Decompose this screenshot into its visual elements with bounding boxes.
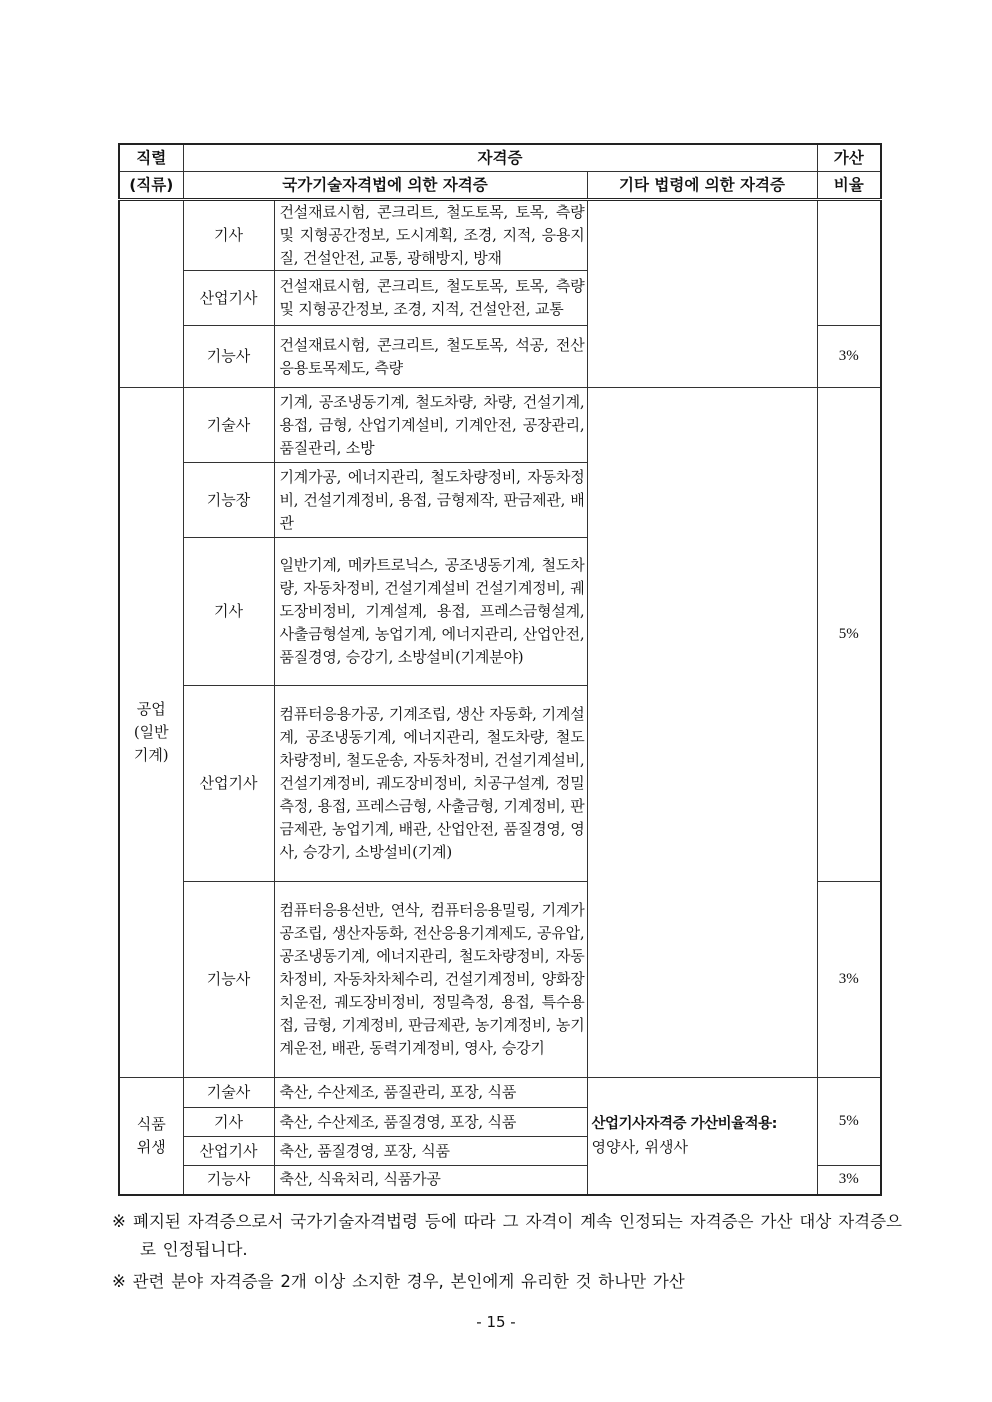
rate-cell: 5% <box>817 388 881 882</box>
footnote: ※ 폐지된 자격증으로서 국가기술자격법령 등에 따라 그 자격이 계속 인정되는 자격증은 가산 대상 자격증으로 인정됩니다. <box>112 1212 902 1259</box>
level-cell: 기능사 <box>183 882 274 1078</box>
cert-list-cell: 축산, 수산제조, 품질경영, 포장, 식품 <box>274 1108 587 1137</box>
level-cell: 기사 <box>183 200 274 271</box>
rate-cell: 5% <box>817 1078 881 1166</box>
header-rate-2: 비율 <box>817 172 881 200</box>
rate-cell: 3% <box>817 1166 881 1195</box>
level-cell: 기술사 <box>183 388 274 463</box>
cert-list-cell: 일반기계, 메카트로닉스, 공조냉동기계, 철도차량, 자동차정비, 건설기계설비 건설기계정비, 궤도장비정비, 기계설계, 용접, 프레스금형설계, 사출금형설계, 농업기계, 에너지관리, 산업안전, 품질경영, 승강기, 소방설비(기계분야) <box>274 538 587 686</box>
footnote: ※ 관련 분야 자격증을 2개 이상 소지한 경우, 본인에게 유리한 것 하나만 가산 <box>112 1272 685 1291</box>
job-cell-food <box>119 1078 183 1195</box>
other-cert-cell-machinery <box>587 388 817 1078</box>
qualification-table <box>118 143 882 1196</box>
other-cert-bold: 산업기사자격증 가산비율적용: <box>591 1116 777 1133</box>
job-label: 공업 <box>136 700 166 718</box>
other-cert-text: 영양사, 위생사 <box>591 1138 688 1157</box>
level-cell: 기능장 <box>183 463 274 538</box>
cert-list-cell: 축산, 식육처리, 식품가공 <box>274 1166 587 1195</box>
footnotes <box>112 1208 902 1300</box>
other-cert-cell-food <box>587 1078 817 1195</box>
job-label: (일반 <box>133 723 169 741</box>
rate-cell: 3% <box>817 882 881 1078</box>
level-cell: 기사 <box>183 1108 274 1137</box>
cert-list-cell: 축산, 수산제조, 품질관리, 포장, 식품 <box>274 1078 587 1108</box>
header-job-series: 직렬 <box>119 144 183 172</box>
level-cell: 기술사 <box>183 1078 274 1108</box>
job-cell-civil <box>119 200 183 388</box>
cert-list-cell: 컴퓨터응용가공, 기계조립, 생산 자동화, 기계설계, 공조냉동기계, 에너지관리, 철도차량, 철도차량정비, 철도운송, 자동차정비, 건설기계설비, 건설기계정비, 궤도장비정비, 치공구설계, 정밀측정, 용접, 프레스금형, 사출금형, 기계정비, 판금제관, 농업기계, 배관, 산업안전, 품질경영, 영사, 승강기, 소방설비(기계) <box>274 686 587 882</box>
cert-list-cell: 축산, 품질경영, 포장, 식품 <box>274 1137 587 1166</box>
header-national-cert: 국가기술자격법에 의한 자격증 <box>183 172 587 200</box>
cert-list-cell: 건설재료시험, 콘크리트, 철도토목, 석공, 전산응용토목제도, 측량 <box>274 326 587 388</box>
header-rate: 가산 <box>817 144 881 172</box>
cert-list-cell: 컴퓨터응용선반, 연삭, 컴퓨터응용밀링, 기계가공조립, 생산자동화, 전산응용기계제도, 공유압, 공조냉동기계, 에너지관리, 철도차량정비, 자동차정비, 자동차차체수리, 건설기계정비, 양화장치운전, 궤도장비정비, 정밀측정, 용접, 특수용접, 금형, 기계정비, 판금제관, 농기계정비, 농기계운전, 배관, 동력기계정비, 영사, 승강기 <box>274 882 587 1078</box>
other-cert-cell-civil <box>587 200 817 388</box>
header-certificate: 자격증 <box>183 144 817 172</box>
cert-list-cell: 건설재료시험, 콘크리트, 철도토목, 토목, 측량 및 지형공간정보, 도시계획, 조경, 지적, 응용지질, 건설안전, 교통, 광해방지, 방재 <box>274 200 587 271</box>
cert-list-cell: 기계, 공조냉동기계, 철도차량, 차량, 건설기계, 용접, 금형, 산업기계설비, 기계안전, 공장관리, 품질관리, 소방 <box>274 388 587 463</box>
rate-cell: 3% <box>817 326 881 388</box>
page-number: - 15 - <box>476 1313 516 1331</box>
header-other-cert: 기타 법령에 의한 자격증 <box>587 172 817 200</box>
level-cell: 기사 <box>183 538 274 686</box>
job-cell-machinery <box>119 388 183 1078</box>
level-cell: 기능사 <box>183 326 274 388</box>
job-label: 기계) <box>133 746 169 764</box>
cert-list-cell: 기계가공, 에너지관리, 철도차량정비, 자동차정비, 건설기계정비, 용접, 금형제작, 판금제관, 배관 <box>274 463 587 538</box>
cert-list-cell: 건설재료시험, 콘크리트, 철도토목, 토목, 측량 및 지형공간정보, 조경, 지적, 건설안전, 교통 <box>274 271 587 326</box>
level-cell: 산업기사 <box>183 686 274 882</box>
level-cell: 산업기사 <box>183 1137 274 1166</box>
level-cell: 산업기사 <box>183 271 274 326</box>
header-job-class: (직류) <box>119 172 183 200</box>
level-cell: 기능사 <box>183 1166 274 1195</box>
rate-cell-empty <box>817 200 881 326</box>
job-label: 식품 <box>136 1114 166 1133</box>
job-label: 위생 <box>136 1137 166 1156</box>
